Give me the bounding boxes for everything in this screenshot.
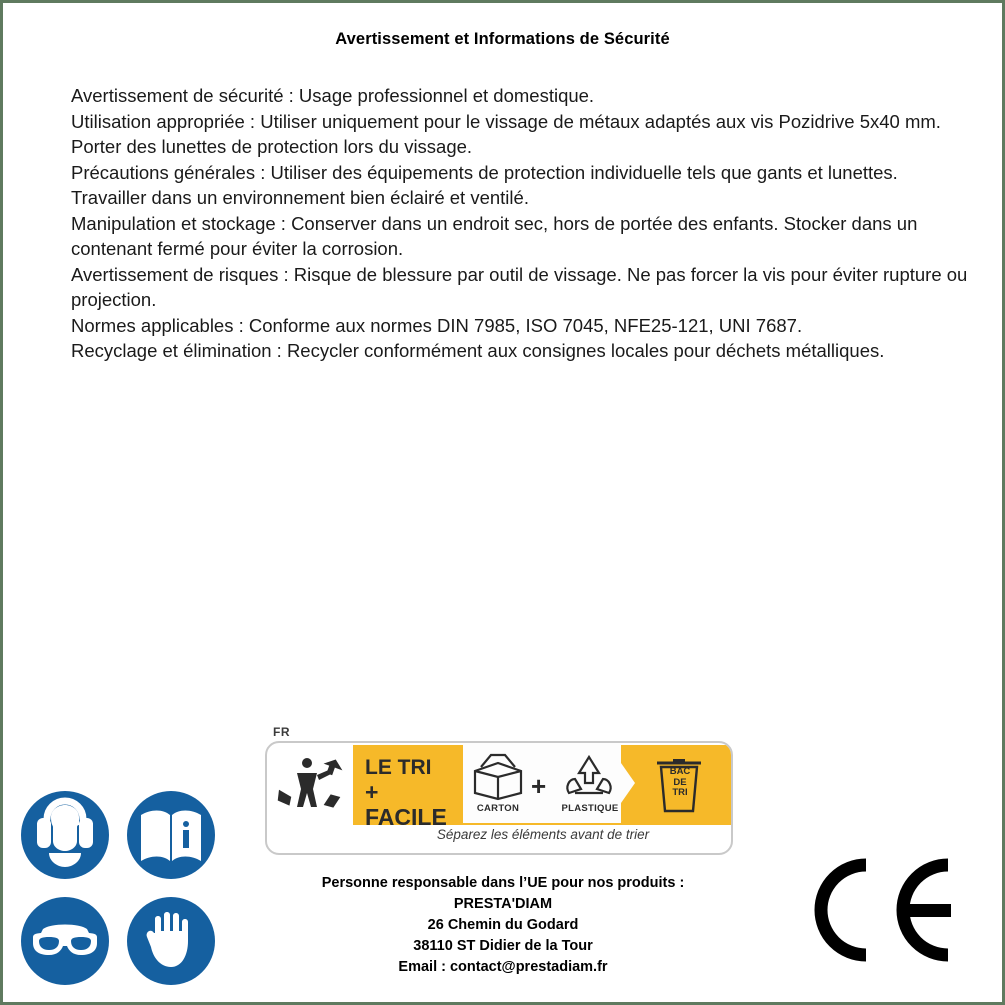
triman-box bbox=[265, 741, 733, 855]
paragraph-safety-warning: Avertissement de sécurité : Usage professionnel et domestique. bbox=[71, 85, 595, 106]
carton-label: CARTON bbox=[476, 803, 520, 814]
paragraph-general-precautions: Précautions générales : Utiliser des équipements de protection individuelle tels que gants et lunettes. Travailler dans un environnement bien éclairé et ventilé. bbox=[71, 161, 898, 208]
responsible-line-heading: Personne responsable dans l’UE pour nos produits : bbox=[321, 875, 685, 891]
triman-headline bbox=[365, 755, 461, 830]
paragraph-recycling-disposal: Recyclage et élimination : Recycler conformément aux consignes locales pour déchets métalliques. bbox=[71, 340, 885, 361]
triman-headline-line1: LE TRI bbox=[365, 756, 432, 779]
responsible-city: 38110 ST Didier de la Tour bbox=[413, 938, 593, 954]
eye-protection-icon bbox=[21, 897, 109, 985]
triman-headline-line2: + FACILE bbox=[365, 779, 447, 830]
paragraph-risk-warning: Avertissement de risques : Risque de blessure par outil de vissage. Ne pas forcer la vis pour éviter rupture ou projection. bbox=[71, 263, 968, 310]
bin-label-line1: BAC bbox=[669, 766, 691, 777]
plastique-label: PLASTIQUE bbox=[561, 803, 619, 814]
bin-label-line2: DE bbox=[673, 776, 687, 788]
triman-plus-sign: + bbox=[531, 771, 547, 801]
responsible-email: Email : contact@prestadiam.fr bbox=[398, 959, 608, 975]
paragraph-handling-storage: Manipulation et stockage : Conserver dans un endroit sec, hors de portée des enfants. Stocker dans un contenant fermé pour éviter la corrosion. bbox=[71, 212, 918, 259]
plastic-recycling-icon bbox=[561, 753, 617, 806]
paragraph-appropriate-use: Utilisation appropriée : Utiliser uniquement pour le vissage de métaux adaptés aux vis Pozidrive 5x40 mm. Porter des lunettes de protection lors du vissage. bbox=[71, 110, 941, 157]
ce-mark-icon bbox=[798, 855, 958, 965]
responsible-company: PRESTA'DIAM bbox=[453, 896, 553, 912]
hand-protection-gloves-icon bbox=[127, 897, 215, 985]
bin-label bbox=[659, 767, 701, 799]
read-instructions-icon bbox=[127, 791, 215, 879]
triman-symbol-icon bbox=[273, 751, 349, 824]
safety-text-block bbox=[71, 83, 976, 364]
triman-language-tag: FR bbox=[273, 725, 290, 739]
bin-label-line3: TRI bbox=[672, 787, 688, 798]
responsible-person-block bbox=[253, 873, 753, 978]
responsible-street: 26 Chemin du Godard bbox=[427, 917, 579, 933]
ear-protection-icon bbox=[21, 791, 109, 879]
triman-caption: Séparez les éléments avant de trier bbox=[436, 827, 650, 842]
pictogram-grid bbox=[21, 791, 221, 987]
paragraph-applicable-standards: Normes applicables : Conforme aux normes DIN 7985, ISO 7045, NFE25-121, UNI 7687. bbox=[71, 314, 803, 336]
page-title: Avertissement et Informations de Sécurité bbox=[335, 30, 670, 48]
carton-box-icon bbox=[469, 753, 527, 806]
triman-recycling-banner bbox=[265, 725, 735, 857]
